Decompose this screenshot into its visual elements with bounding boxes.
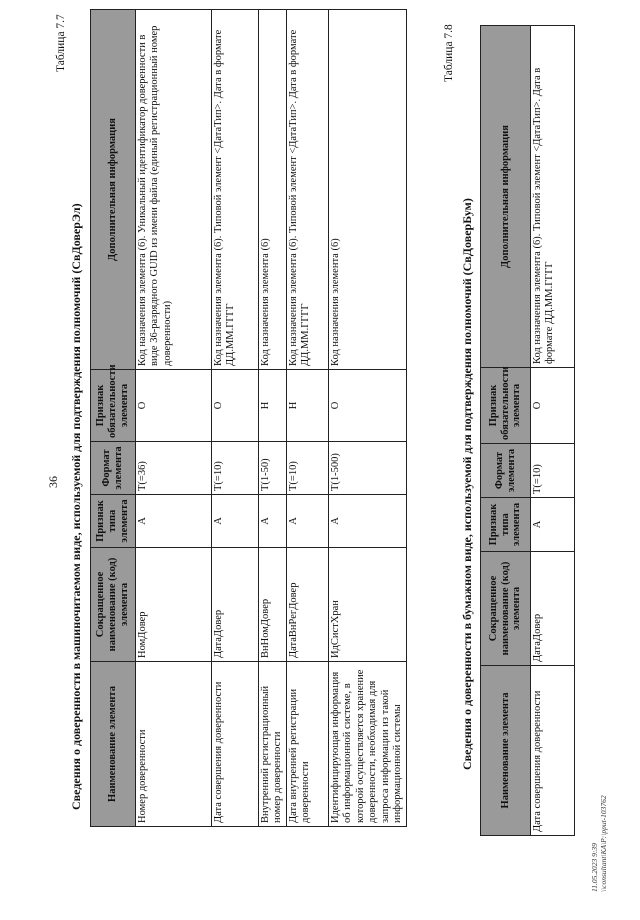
table-7-7-header-row [91,10,136,827]
column-header: Формат элемента [481,444,531,498]
table-cell: О [136,370,212,442]
table-cell: О [329,370,407,442]
column-header: Сокращенное наименование (код) элемента [91,548,136,662]
table-row [136,10,212,827]
table-row [212,10,259,827]
table-cell: Т(=10) [287,442,329,495]
table-cell: ИдСистХран [329,548,407,662]
table-cell: ВнНомДовер [259,548,287,662]
table-cell: Номер доверенности [136,662,212,827]
table-cell: Т(1-500) [329,442,407,495]
table-7-7-title: Сведения о доверенности в машиночитаемом виде, используемой для подтверждения полномочий (СвДоверЭл) [69,203,83,810]
table-cell: Код назначения элемента (6). Типовой элемент <ДатаТип>. Дата в формате ДД.ММ.ГГГГ [287,10,329,370]
table-7-7 [90,9,407,827]
footer-path: \\consultant\KA\P:\pput-103762 [599,795,609,892]
table-cell: Дата совершения доверенности [531,666,575,836]
table-row [531,26,575,836]
column-header: Формат элемента [91,442,136,495]
table-7-8-header-row [481,26,531,836]
column-header: Признак типа элемента [481,498,531,552]
column-header: Признак типа элемента [91,495,136,548]
table-7-8-title: Сведения о доверенности в бумажном виде, используемой для подтверждения полномочий (СвДоверБум) [460,198,474,770]
table-row [287,10,329,827]
table-cell: А [259,495,287,548]
table-cell: А [531,498,575,552]
table-cell: Код назначения элемента (6). Типовой элемент <ДатаТип>. Дата в формате ДД.ММ.ГГГГ [531,26,575,368]
table-cell: А [329,495,407,548]
column-header: Признак обязательности элемента [91,370,136,442]
table-7-7-label: Таблица 7.7 [55,14,67,72]
column-header: Дополнительная информация [91,10,136,370]
footer-date: 11.05.2023 9:39 [590,843,599,892]
table-row [259,10,287,827]
table-cell: Дата внутренней регистрации доверенности [287,662,329,827]
table-cell: А [212,495,259,548]
table-cell: ДатаВнРегДовер [287,548,329,662]
column-header: Сокращенное наименование (код) элемента [481,552,531,666]
table-cell: О [531,368,575,444]
footer-stamp [590,795,609,892]
table-cell: Н [259,370,287,442]
table-cell: Т(=36) [136,442,212,495]
table-cell: Дата совершения доверенности [212,662,259,827]
table-row [329,10,407,827]
table-7-8-label: Таблица 7.8 [443,24,455,82]
column-header: Наименование элемента [481,666,531,836]
table-cell: Внутренний регистрационный номер доверенности [259,662,287,827]
table-cell: ДатаДовер [531,552,575,666]
table-cell: Т(1-50) [259,442,287,495]
table-cell: НомДовер [136,548,212,662]
column-header: Дополнительная информация [481,26,531,368]
table-cell: А [136,495,212,548]
table-cell: Код назначения элемента (6) [329,10,407,370]
page-number: 36 [46,476,60,488]
table-cell: О [212,370,259,442]
table-cell: Н [287,370,329,442]
table-cell: Т(=10) [212,442,259,495]
table-cell: А [287,495,329,548]
column-header: Наименование элемента [91,662,136,827]
table-7-8 [480,25,575,836]
table-cell: Код назначения элемента (6). Уникальный идентификатор доверенности в виде 36-разрядного GUID из имени файла (единый регистрационный номер доверенности) [136,10,212,370]
table-cell: Код назначения элемента (6) [259,10,287,370]
table-cell: Т(=10) [531,444,575,498]
table-cell: ДатаДовер [212,548,259,662]
column-header: Признак обязательности элемента [481,368,531,444]
table-cell: Код назначения элемента (6). Типовой элемент <ДатаТип>. Дата в формате ДД.ММ.ГГГГ [212,10,259,370]
table-cell: Идентифицирующая информация об информационной системе, в которой осуществляется хранение доверенности, необходимая для запроса информации из такой информационной системы [329,662,407,827]
